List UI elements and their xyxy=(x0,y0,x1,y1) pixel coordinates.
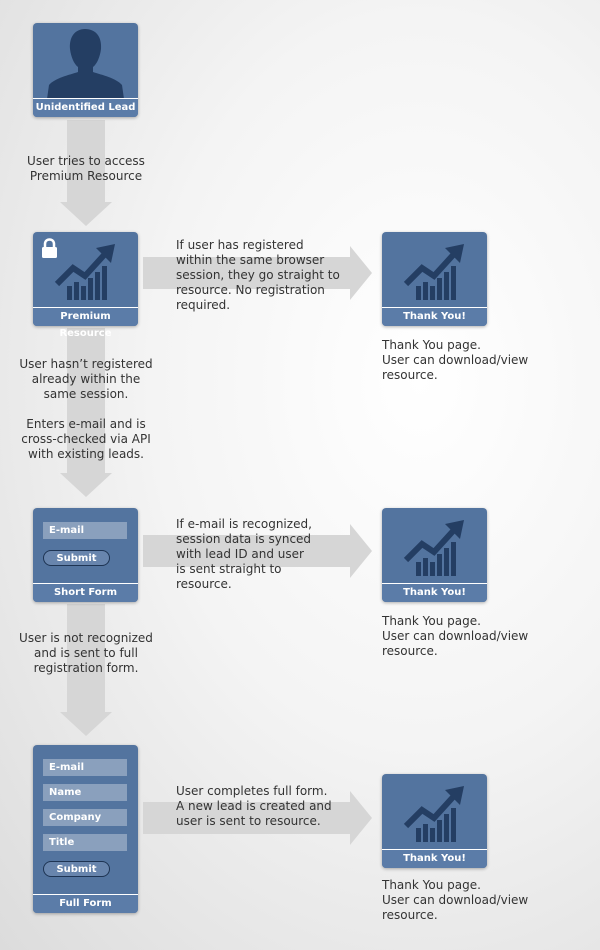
thank-you-caption-2: Thank You! xyxy=(382,583,487,602)
lead-caption: Unidentified Lead xyxy=(33,98,138,117)
side2-label: If e-mail is recognized, session data is synced with lead ID and user is sent straight to resource. xyxy=(176,517,312,591)
full-form-caption: Full Form xyxy=(33,894,138,913)
short-form-node xyxy=(33,508,138,602)
thank-you-caption-3: Thank You! xyxy=(382,849,487,868)
thanks1-label: Thank You page. User can download/view resource. xyxy=(382,338,529,382)
unidentified-lead-node xyxy=(33,23,138,117)
full-form-submit-button[interactable]: Submit xyxy=(43,861,110,877)
growth-chart-icon xyxy=(402,784,472,844)
thank-you-node-3 xyxy=(382,774,487,868)
premium-caption: Premium Resource xyxy=(33,307,138,326)
growth-chart-icon xyxy=(402,242,472,302)
growth-chart-icon xyxy=(402,518,472,578)
thanks3-label: Thank You page. User can download/view resource. xyxy=(382,878,529,922)
short-form-email-field[interactable]: E-mail xyxy=(43,522,127,539)
full-form-email-field[interactable]: E-mail xyxy=(43,759,127,776)
arrow-down-2 xyxy=(60,328,112,497)
step2a-label: User hasn’t registered already within the same session. xyxy=(19,357,153,401)
thanks2-label: Thank You page. User can download/view resource. xyxy=(382,614,529,658)
thank-you-caption-1: Thank You! xyxy=(382,307,487,326)
premium-resource-node xyxy=(33,232,138,339)
side3-label: User completes full form. A new lead is created and user is sent to resource. xyxy=(176,784,332,828)
growth-chart-icon xyxy=(53,242,123,302)
step2b-label: Enters e-mail and is cross-checked via API with existing leads. xyxy=(21,417,151,461)
full-form-company-field[interactable]: Company xyxy=(43,809,127,826)
short-form-submit-button[interactable]: Submit xyxy=(43,550,110,566)
thank-you-node-2 xyxy=(382,508,487,602)
thank-you-node-1 xyxy=(382,232,487,326)
full-form-node xyxy=(33,745,138,913)
step3-label: User is not recognized and is sent to full registration form. xyxy=(19,631,153,675)
side1-label: If user has registered within the same browser session, they go straight to resource. No registration required. xyxy=(176,238,340,312)
step1-label: User tries to access Premium Resource xyxy=(27,154,145,183)
full-form-title-field[interactable]: Title xyxy=(43,834,127,851)
short-form-caption: Short Form xyxy=(33,583,138,602)
person-silhouette-icon xyxy=(33,23,138,99)
full-form-name-field[interactable]: Name xyxy=(43,784,127,801)
